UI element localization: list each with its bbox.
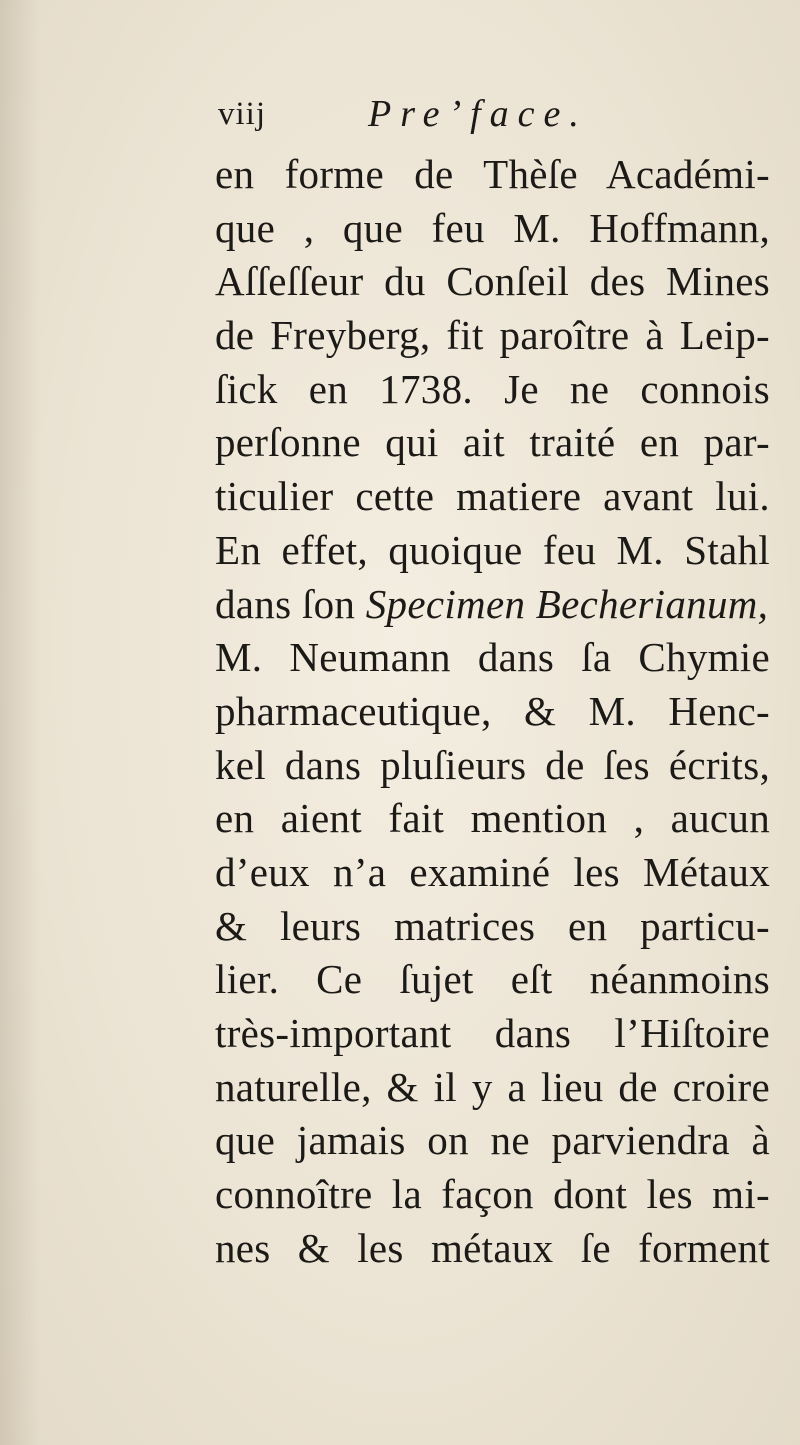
running-head	[218, 92, 718, 142]
text-line: ſick en 1738. Je ne connois	[215, 365, 770, 412]
text-line: ticulier cette matiere avant lui.	[215, 473, 770, 520]
text-line: que , que feu M. Hoffmann,	[215, 204, 770, 251]
text-line: de Freyberg, fit paroître à Leip-	[215, 312, 770, 359]
text-line: très-important dans l’Hiſtoire	[215, 1010, 770, 1056]
text-line: pharmaceutique, & M. Henc-	[215, 687, 770, 734]
text-line: nes & les métaux ſe forment	[215, 1224, 770, 1271]
text-line: En effet, quoique feu M. Stahl	[215, 526, 770, 573]
text-line: d’eux n’a examiné les Métaux	[215, 848, 770, 895]
text-line: naturelle, & il y a lieu de croire	[215, 1063, 770, 1110]
text-line-mixed	[215, 578, 770, 632]
text-line: M. Neumann dans ſa Chymie	[215, 634, 770, 681]
page-gutter-shadow	[0, 0, 40, 1445]
text-line: perſonne qui ait traité en par-	[215, 419, 770, 466]
body-text	[215, 148, 770, 1275]
page-number: viij	[218, 96, 267, 132]
italic-title: Specimen Becherianum,	[365, 580, 769, 627]
text-line: connoître la façon dont les mi-	[215, 1171, 770, 1218]
header-title: Pre’face.	[368, 93, 588, 135]
text-line: que jamais on ne parviendra à	[215, 1117, 770, 1164]
text-line: kel dans pluſieurs de ſes écrits,	[215, 741, 770, 788]
text-line-roman: dans ſon	[215, 580, 366, 627]
text-line: & leurs matrices en particu-	[215, 902, 770, 949]
text-line: en forme de Thèſe Académi-	[215, 151, 770, 197]
text-line: Aſſeſſeur du Conſeil des Mines	[215, 258, 770, 305]
text-line: en aient fait mention , aucun	[215, 795, 770, 842]
text-line: lier. Ce ſujet eſt néanmoins	[215, 956, 770, 1003]
